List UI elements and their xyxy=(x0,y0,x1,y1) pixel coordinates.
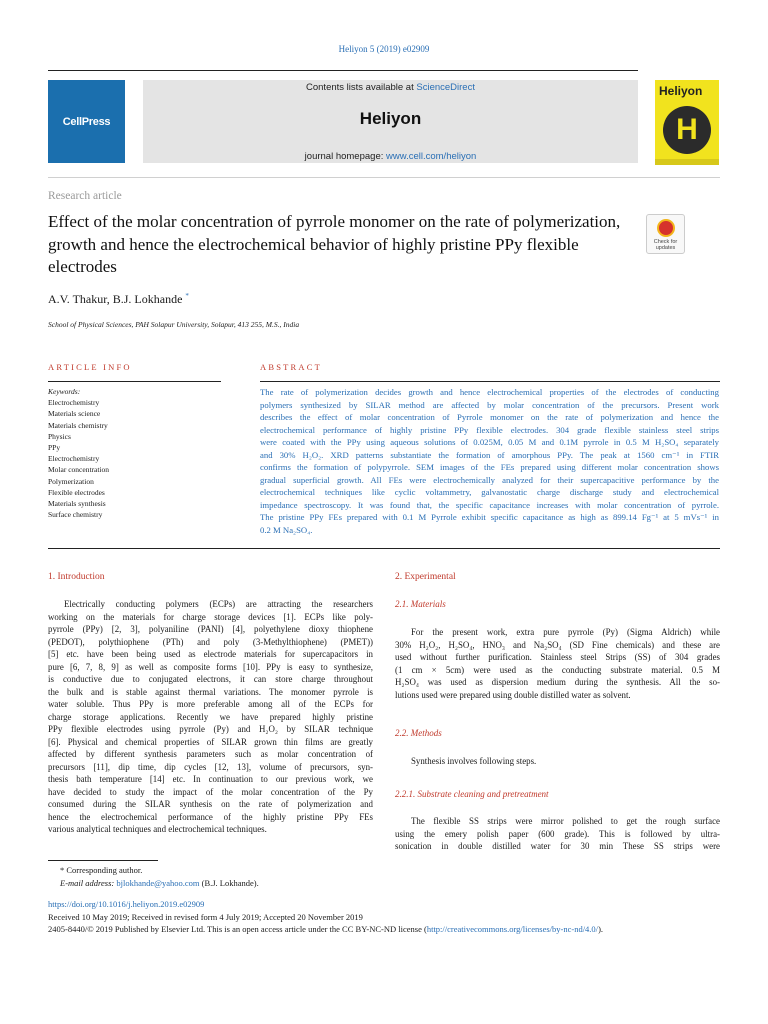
intro-line: working on the materials for charge storage devices [1]. ECPs like poly- xyxy=(48,611,373,622)
abstract-line: 0.2 M Na₂SO₄. xyxy=(260,524,313,535)
materials-line: H₂SO₄ was used as dispersion medium during the synthesis. All the so- xyxy=(395,677,720,687)
intro-line: [6]. Physical and chemical properties of SILAR grown thin films are greatly xyxy=(48,736,373,747)
check-updates-icon xyxy=(657,219,675,237)
intro-line: have decided to study the impact of the molar concentration of the Py xyxy=(48,786,373,797)
intro-line: (PEDOT), polythiophene (PTh) and poly (3-Methylthiophene) (PMET)) xyxy=(48,636,373,647)
keyword: Electrochemistry xyxy=(48,454,100,464)
intro-line: [5] etc. have been being used as electrode materials for supercapacitors in xyxy=(48,649,373,659)
check-for-updates-badge[interactable] xyxy=(646,214,685,254)
author-names: A.V. Thakur, B.J. Lokhande xyxy=(48,292,183,306)
affiliation: School of Physical Sciences, PAH Solapur University, Solapur, 413 255, M.S., India xyxy=(48,320,300,329)
license-suffix: ). xyxy=(598,924,604,934)
substrate-line: using the emery polish paper (600 grade). This is followed by ultra- xyxy=(395,828,720,839)
intro-line: precursors [11], dip time, dip cycles [12, 13], volume of precursors, syn- xyxy=(48,761,373,772)
keyword: PPy xyxy=(48,443,61,453)
materials-line: used without further purification. Stainless steel Strips (SS) of 304 grades xyxy=(395,652,720,662)
abstract-text xyxy=(260,386,719,536)
keywords-list xyxy=(48,386,109,520)
doi-link[interactable]: https://doi.org/10.1016/j.heliyon.2019.e02909 xyxy=(48,899,205,909)
keyword: Molar concentration xyxy=(48,465,110,475)
article-type: Research article xyxy=(48,190,122,202)
abstract-divider xyxy=(260,381,720,382)
footnote xyxy=(48,864,259,890)
intro-line: the bulk and is stable against thermal variations. The monomer pyrrole is xyxy=(48,686,373,697)
abstract-line: The pristine PPy FEs prepared with 0.1 M Pyrrole exhibit specific capacitance as high as 899.14 Fg⁻¹ at 5 mVs⁻¹ in xyxy=(260,512,719,522)
keyword: Materials chemistry xyxy=(48,420,108,430)
corresponding-author-mark[interactable]: * xyxy=(185,292,189,300)
contents-prefix: Contents lists available at xyxy=(306,82,417,93)
abstract-line: gradual superficial growth. All FEs were electrochemically analyzed for their supercapacitive performance by the xyxy=(260,474,719,485)
intro-line: various analytical techniques and electrochemical techniques. xyxy=(48,824,267,834)
materials-line: 30% H₂O₂, H₂SO₄, HNO₃ and Na₂SO₄ (SD Fine chemicals) and these are xyxy=(395,639,720,650)
intro-line: charge storage applications. Recently we have prepared highly pristine xyxy=(48,711,373,722)
substrate-line: The flexible SS strips were mirror polished to get the rough surface xyxy=(411,816,720,826)
intro-line: Electrically conducting polymers (ECPs) are attracting the researchers xyxy=(64,599,373,609)
abstract-line: impedance spectroscopy. It was found that, the specific capacitance increases with molar concentration of pyrrole. xyxy=(260,499,719,510)
footnote-divider xyxy=(48,860,158,861)
license-link[interactable]: http://creativecommons.org/licenses/by-nc-nd/4.0/ xyxy=(426,924,599,934)
substrate-line: sonication in double distilled water for 30 min These SS strips were xyxy=(395,841,720,851)
received-dates: Received 10 May 2019; Received in revised form 4 July 2019; Accepted 20 November 2019 xyxy=(48,912,363,922)
introduction-heading: 1. Introduction xyxy=(48,572,105,582)
intro-line: is conductive due to conjugated electrons, it can store charge throughout xyxy=(48,674,373,684)
contents-available xyxy=(143,82,638,93)
introduction-body xyxy=(48,598,373,836)
keyword: Surface chemistry xyxy=(48,510,103,520)
article-info-divider xyxy=(48,381,221,382)
journal-homepage xyxy=(143,151,638,162)
intro-line: affected by different synthesis parameters such as molar concentration of xyxy=(48,749,373,759)
materials-body xyxy=(395,626,720,701)
corresponding-label: Corresponding author. xyxy=(66,865,143,875)
cover-title: Heliyon xyxy=(659,84,703,98)
materials-line: For the present work, extra pure pyrrole (Py) (Sigma Aldrich) while xyxy=(411,627,720,637)
abstract-line: describes the effect of molar concentration of Pyrrole monomer on the rate of polymerization and hence the xyxy=(260,412,719,422)
keyword: Materials science xyxy=(48,409,101,419)
header-divider xyxy=(48,177,720,178)
cover-h-emblem: H xyxy=(663,106,711,154)
email-label: E-mail address: xyxy=(60,878,115,888)
keyword: Electrochemistry xyxy=(48,398,100,408)
homepage-link[interactable]: www.cell.com/heliyon xyxy=(386,151,477,162)
abstract-line: confirms the formation of polypyrrole. SEM images of the FEs prepared using different molar concentration shows xyxy=(260,462,719,472)
email-suffix: (B.J. Lokhande). xyxy=(201,878,259,888)
experimental-heading: 2. Experimental xyxy=(395,572,456,582)
substrate-cleaning-heading: 2.2.1. Substrate cleaning and pretreatment xyxy=(395,789,549,799)
intro-line: thesis bath temperature [14] etc. In continuation to our previous work, we xyxy=(48,774,373,784)
abstract-line: and 30% H₂O₂. XRD patterns substantiate the formation of amorphous PPy. The peak at 1560 cm⁻¹ in FTIR xyxy=(260,449,719,460)
license-statement xyxy=(48,924,603,934)
article-info-heading: ARTICLE INFO xyxy=(48,362,132,372)
materials-line: lutions used were prepared using double distilled water as solvent. xyxy=(395,689,631,700)
journal-name: Heliyon xyxy=(359,109,422,128)
journal-reference[interactable]: Heliyon 5 (2019) e02909 xyxy=(338,44,430,54)
authors xyxy=(48,292,189,307)
article-title: Effect of the molar concentration of pyrrole monomer on the rate of polymerization, growth and hence the electrochemical behavior of highly pristine PPy flexible electrodes xyxy=(48,212,621,276)
keyword: Polymerization xyxy=(48,476,94,486)
keyword: Flexible electrodes xyxy=(48,487,105,497)
cellpress-logo[interactable]: CellPress xyxy=(48,80,125,163)
email-link[interactable]: bjlokhande@yahoo.com xyxy=(116,878,200,888)
homepage-prefix: journal homepage: xyxy=(304,151,387,162)
footnote-mark: * xyxy=(60,865,65,875)
top-divider xyxy=(48,70,638,71)
abstract-heading: ABSTRACT xyxy=(260,362,322,372)
intro-line: pure [6, 7, 8, 9] as well as composite forms [10]. PPy is easy to synthesize, xyxy=(48,661,373,672)
keyword: Physics xyxy=(48,431,71,441)
sciencedirect-link[interactable]: ScienceDirect xyxy=(416,82,475,93)
journal-masthead xyxy=(143,80,638,163)
abstract-bottom-divider xyxy=(48,548,720,549)
intro-line: consumed during the SILAR synthesis on the rate of polymerization and xyxy=(48,799,373,809)
email-note xyxy=(48,877,259,890)
abstract-line: The rate of polymerization decides growth and hence electrochemical properties of the electrodes of conducting xyxy=(260,387,719,397)
license-prefix: 2405-8440/© 2019 Published by Elsevier Ltd. This is an open access article under the CC BY-NC-ND license ( xyxy=(48,924,427,934)
abstract-line: were coated with the PPy using aqueous solutions of 0.025M, 0.05 M and 0.1M pyrrole in 0.5 M H₂SO₄ separately xyxy=(260,437,719,447)
keyword: Materials synthesis xyxy=(48,499,106,509)
keywords-label: Keywords: xyxy=(48,387,81,396)
corresponding-author-note xyxy=(48,864,259,877)
intro-line: pyrrole (PPy) [2, 3], polyaniline (PANI) [4], polyethylene dioxy thiophene xyxy=(48,624,373,634)
substrate-cleaning-body xyxy=(395,815,720,853)
intro-line: water soluble. Thus PPy is more preferable among all of the ECPs for xyxy=(48,699,373,709)
abstract-line: electrochemical performance of highly pristine PPy flexible electrodes. 304 grade flexible stainless steel strips xyxy=(260,424,719,435)
cover-bottom-bar xyxy=(655,159,719,165)
materials-heading: 2.1. Materials xyxy=(395,599,446,609)
intro-line: hence the electrochemical performance of the highly pristine PPy FEs xyxy=(48,811,373,822)
abstract-line: polymers synthesized by SILAR method are affected by molar concentration of the precursors. Present work xyxy=(260,399,719,410)
materials-line: (1 cm × 5cm) were used as the conducting substrate material. 0.5 M xyxy=(395,664,720,675)
intro-line: PPy flexible electrodes using pyrrole (Py) and H₂O₂ by SILAR technique xyxy=(48,724,373,734)
abstract-line: electrochemical techniques like cyclic voltammetry, galvanostatic charge discharge study and electrochemical xyxy=(260,487,719,497)
journal-cover-image[interactable] xyxy=(655,80,719,165)
methods-body: Synthesis involves following steps. xyxy=(411,756,537,766)
methods-heading: 2.2. Methods xyxy=(395,728,442,738)
check-updates-label: Check for updates xyxy=(653,239,678,251)
